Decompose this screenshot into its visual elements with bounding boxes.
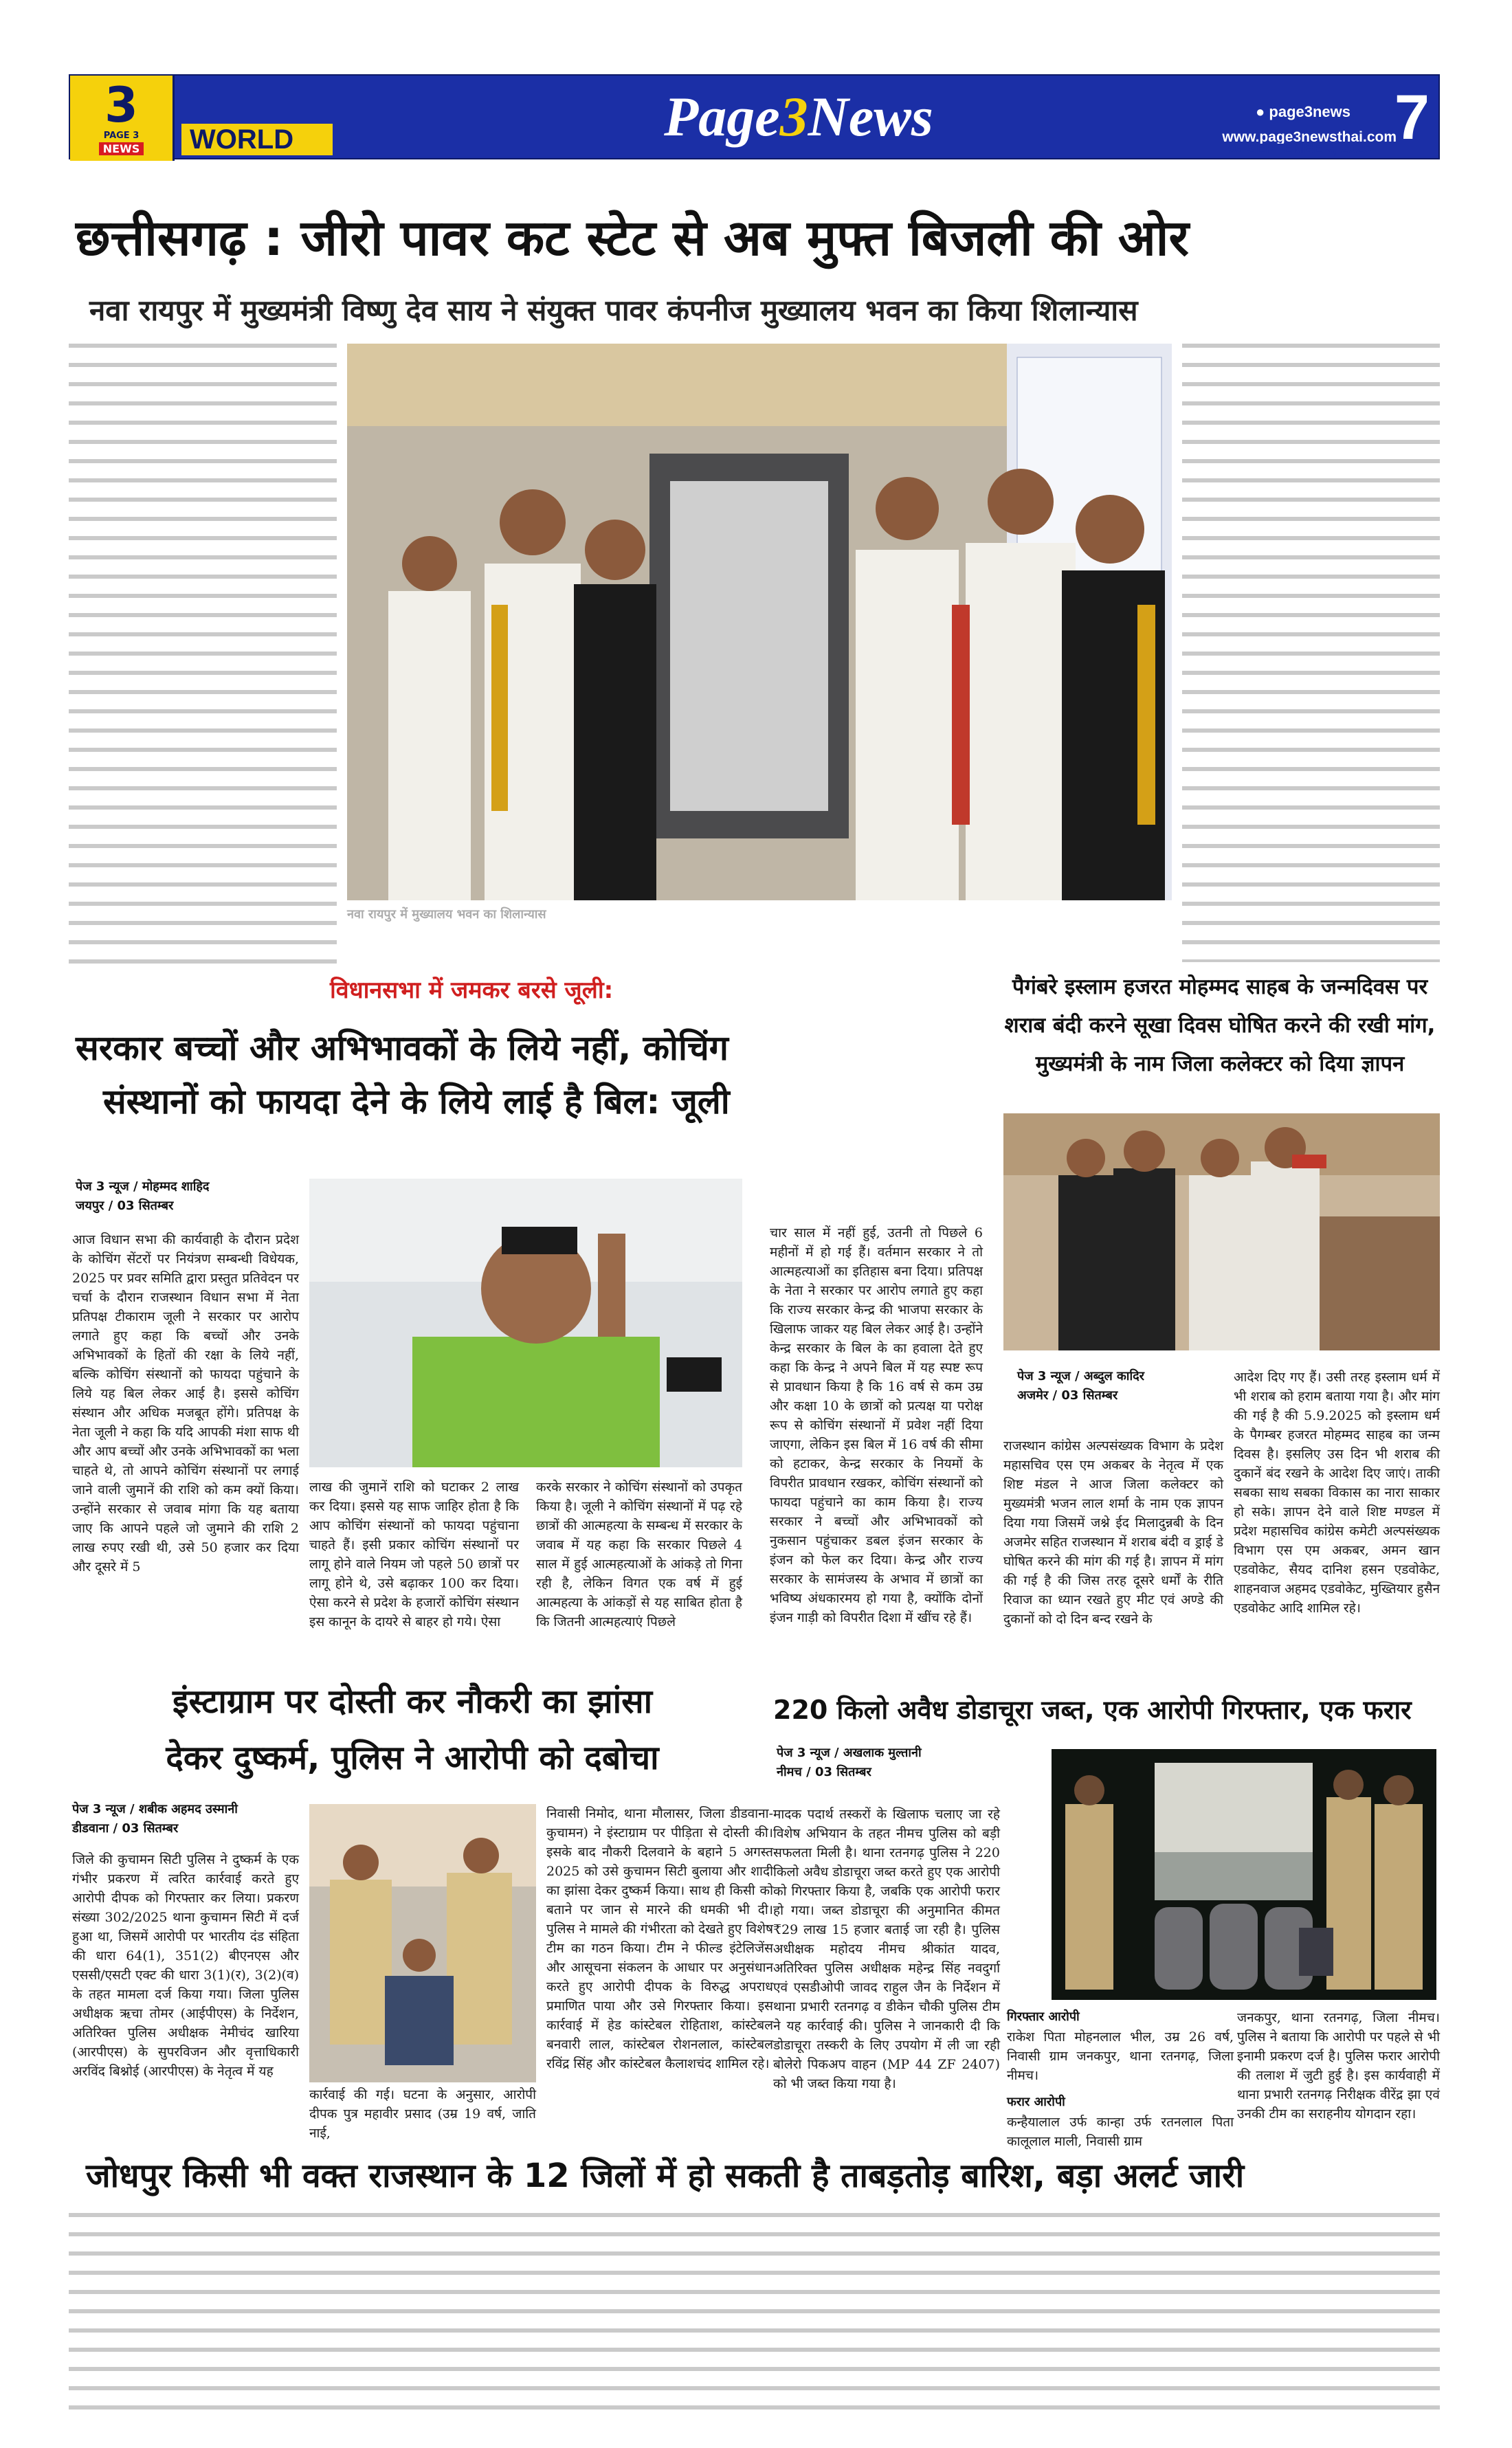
rain-headline: जोधपुर किसी भी वक्त राजस्थान के 12 जिलों में हो सकती है ताबड़तोड़ बारिश, बड़ा अलर्ट जारी xyxy=(86,2157,1245,2195)
instagram-column-1: जिले की कुचामन सिटी पुलिस ने दुष्कर्म के एक गंभीर प्रकरण में त्वरित कार्रवाई करते हुए आरोपी दीपक को गिरफ्तार कर लिया। प्रकरण संख्या 302/2025 थाना कुचामन सिटी में दर्ज हुआ था, जिसमें आरोपी पर भारतीय दंड संहिता की धारा 64(1), 351(2) बीएनएस और एससी/एसटी एक्ट की धारा 3(1)(र), 3(2)(व) के तहत मामला दर्ज किया गया। जिला पुलिस अधीक्षक ऋचा तोमर (आईपीएस) के निर्देशन, अतिरिक्त पुलिस अधीक्षक नेमीचंद खारिया (आरपीएस) के सुपरविजन और वृत्ताधिकारी अरविंद बिश्नोई (आरपीएस) के नेतृत्व में यह xyxy=(72,1852,299,2079)
prophet-headline-line2: शराब बंदी करने सूखा दिवस घोषित करने की रखी मांग, xyxy=(1004,1013,1436,1038)
doda-caption-arrested: राकेश पिता मोहनलाल भील, उम्र 26 वर्ष, निवासी ग्राम जनकपुर, थाना रतनगढ़, जिला नीमच। xyxy=(1007,2029,1234,2083)
lead-subheadline: नवा रायपुर में मुख्यमंत्री विष्णु देव साय ने संयुक्त पावर कंपनीज मुख्यालय भवन का किया शिलान्यास xyxy=(89,293,1138,327)
prophet-photo-art xyxy=(1003,1113,1440,1350)
coaching-headline-line1: सरकार बच्चों और अभिभावकों के लिये नहीं, कोचिंग xyxy=(76,1028,729,1068)
logo-news-tag: NEWS xyxy=(99,142,144,155)
lead-photo-caption: नवा रायपुर में मुख्यालय भवन का शिलान्यास xyxy=(347,907,546,922)
brand-number: 3 xyxy=(779,85,808,148)
rain-story-columns xyxy=(69,2213,1440,2419)
coaching-kicker: विधानसभा में जमकर बरसे जूली: xyxy=(330,977,614,1004)
prophet-photo xyxy=(1003,1113,1440,1350)
website-link[interactable]: www.page3newsthai.com xyxy=(1222,129,1397,145)
doda-headline: 220 किलो अवैध डोडाचूरा जब्त, एक आरोपी गिरफ्तार, एक फरार xyxy=(773,1695,1412,1725)
prophet-column-2: राजस्थान कांग्रेस अल्पसंख्यक विभाग के प्रदेश महासचिव एस एम अकबर के नेतृत्व में एक शिष्ट मंडल ने आज जिला कलेक्टर को मुख्यमंत्री भजन लाल शर्मा के नाम एक ज्ञापन दिया गया जिसमें जश्ने ईद मिलादुन्नबी के दिन अजमेर सहित राजस्थान में शराब बंदी व ड्राई डे घोषित करने की मांग की गई है। ज्ञापन में मांग की गई है की जिस तरह दूसरे धर्मों के रीति रिवाज का ध्यान रखते हुए मीट एवं अण्डे की दुकानों को दो दिन बन्द रखने के xyxy=(1003,1438,1223,1627)
instagram-photo-art xyxy=(309,1804,536,2082)
prophet-headline-line1: पैगंबरे इस्लाम हजरत मोहम्मद साहब के जन्मदिवस पर xyxy=(1012,975,1428,999)
doda-byline-place: नीमच / 03 सितम्बर xyxy=(777,1765,871,1779)
brand-left: Page xyxy=(664,85,780,148)
prophet-headline-line3: मुख्यमंत्री के नाम जिला कलेक्टर को दिया ज्ञापन xyxy=(1035,1051,1405,1076)
instagram-headline-line1: इंस्टाग्राम पर दोस्ती कर नौकरी का झांसा xyxy=(172,1682,652,1721)
doda-column-2: जनकपुर, थाना रतनगढ़, जिला नीमच। पुलिस ने बताया कि आरोपी पर पहले से भी इनामी प्रकरण दर्ज है। पुलिस फरार आरोपी की तलाश में जुटी हुई है। इस कार्यवाही में थाना प्रभारी रतनगढ़ निरीक्षक वीरेंद्र झा एवं उनकी टीम का सराहनीय योगदान रहा। xyxy=(1237,2010,1440,2122)
doda-byline-author: पेज 3 न्यूज / अखलाक मुल्तानी xyxy=(777,1746,922,1760)
doda-caption-arrested-title: गिरफ्तार आरोपी xyxy=(1007,2010,1080,2024)
page3-logo[interactable] xyxy=(70,76,175,161)
prophet-byline-author: पेज 3 न्यूज / अब्दुल कादिर xyxy=(1017,1369,1145,1383)
doda-photo xyxy=(1052,1749,1436,2000)
lead-headline: छत्तीसगढ़ : जीरो पावर कट स्टेट से अब मुफ्त बिजली की ओर xyxy=(76,209,1189,267)
instagram-byline-place: डीडवाना / 03 सितम्बर xyxy=(72,1821,179,1836)
doda-caption-absconding-title: फरार आरोपी xyxy=(1007,2095,1065,2109)
section-label: WORLD xyxy=(181,124,333,155)
lead-right-column xyxy=(1182,344,1440,962)
lead-photo xyxy=(347,344,1172,900)
logo-number: 3 xyxy=(104,77,138,133)
coaching-column-3: करके सरकार ने कोचिंग संस्थानों को उपकृत किया है। जूली ने कोचिंग संस्थानों में पढ़ रहे छात्रों की आत्महत्या के सम्बन्ध में सरकार के जवाब में यह कहा कि सरकार पिछले 4 साल में हुई आत्महत्याओं के आंकड़े तो गिना रही है, लेकिन विगत एक वर्ष में हुई आत्महत्या के आंकड़ों से यह साबित होता है कि जितनी आत्महत्याएं पिछले xyxy=(536,1480,742,1629)
social-handle[interactable]: ● page3news xyxy=(1256,103,1351,120)
instagram-column-2: निवासी निमोद, थाना मौलासर, जिला डीडवाना-कुचामन) ने इंस्टाग्राम पर पीड़िता से दोस्ती की। इसके बाद नौकरी दिलवाने के बहाने 5 अगस्त 2025 को उसे कुचामन सिटी बुलाया और शादी का झांसा देकर दुष्कर्म किया। साथ ही किसी को बताने पर जान से मारने की धमकी भी दी। पुलिस ने मामले की गंभीरता को देखते हुए विशेष टीम का गठन किया। टीम ने फील्ड इंटेलिजेंस और आसूचना संकलन के आधार पर अनुसंधान करते हुए आरोपी दीपक के विरुद्ध अपराध प्रमाणित पाया और उसे गिरफ्तार किया। इस कार्रवाई में हेड कांस्टेबल रोहिताश, कांस्टेबल बनवारी लाल, कांस्टेबल रोशनलाल, कांस्टेबल रविंद्र सिंह और कांस्टेबल कैलाशचंद शामिल रहे। xyxy=(546,1806,773,2071)
brand-title[interactable] xyxy=(606,82,991,151)
lead-left-column xyxy=(69,344,337,976)
instagram-photo xyxy=(309,1804,536,2082)
instagram-photo-caption: कार्रवाई की गई। घटना के अनुसार, आरोपी दीपक पुत्र महावीर प्रसाद (उम्र 19 वर्ष, जाति नाई, xyxy=(309,2087,536,2141)
instagram-headline-line2: देकर दुष्कर्म, पुलिस ने आरोपी को दबोचा xyxy=(166,1739,659,1777)
lead-photo-art xyxy=(347,344,1172,900)
coaching-headline-line2: संस्थानों को फायदा देने के लिये लाई है बिल: जूली xyxy=(103,1082,730,1122)
coaching-byline-author: पेज 3 न्यूज / मोहम्मद शाहिद xyxy=(76,1179,210,1194)
coaching-column-4: चार साल में नहीं हुई, उतनी तो पिछले 6 महीनों में हो गई हैं। वर्तमान सरकार ने तो आत्महत्याओं का इतिहास बना दिया। प्रतिपक्ष के नेता ने सरकार पर आरोप लगाते हुए कहा कि राज्य सरकार केन्द्र की भाजपा सरकार के खिलाफ जाकर यह बिल लेकर आई है। उन्होंने केन्द्र सरकार के बिल के का हवाला देते हुए कहा कि केन्द्र ने अपने बिल में यह स्पष्ट रूप से प्रावधान किया है कि 16 वर्ष से कम उम्र और कक्षा 10 के छात्रों को प्रत्यक्ष या परोक्ष रूप से कोचिंग संस्थानों में प्रवेश नहीं दिया जाएगा, लेकिन इस बिल में 16 वर्ष की सीमा को हटाकर, केन्द्र सरकार के नियमों के विपरीत प्रावधान रखकर, कोचिंग संस्थानों को फायदा पहुंचाने का काम किया है। राज्य सरकार ने बच्चों और अभिभावकों को नुकसान पहुंचाकर डबल इंजन सरकार के इंजन को फेल कर दिया। केन्द्र और राज्य सरकार के सामंजस्य के अभाव में छात्रों का भविष्य अंधकारमय हो गया है, क्योंकि दोनों इंजन गाड़ी को विपरीत दिशा में खींच रहे हैं। xyxy=(770,1225,983,1625)
coaching-column-2: लाख की जुमानें राशि को घटाकर 2 लाख कर दिया। इससे यह साफ जाहिर होता है कि आप कोचिंग संस्थानों को फायदा पहुंचाना चाहते हैं। इसी प्रकार कोचिंग संस्थानों पर लागू होने वाले नियम जो पहले 50 छात्रों पर लागू होने थे, उसे बढ़ाकर 100 कर दिया। ऐसा करने से प्रदेश के हजारों कोचिंग संस्थान इस कानून के दायरे से बाहर हो गये। ऐसा xyxy=(309,1480,519,1629)
coaching-photo-art xyxy=(309,1179,742,1467)
prophet-column-1: आदेश दिए गए हैं। उसी तरह इस्लाम धर्म में भी शराब को हराम बताया गया है। और मांग की गई है की 5.9.2025 को इस्लाम धर्म के पैगम्बर हजरत मोहम्मद साहब का जन्म दिवस है। इसलिए उस दिन भी शराब की दुकानें बंद रखने के आदेश दिए जाएं। ताकी सबका साथ सबका विकास का नारा साकार हो सके। ज्ञापन देने वाले शिष्ट मण्डल में प्रदेश महासचिव कांग्रेस कमेटी अल्पसंख्यक विभाग एस एम अकबर, अमन खान एडवोकेट, सैयद दानिश हसन एडवोकेट, शाहनवाज अहमद एडवोकेट, मुख्तियार हुसैन एडवोकेट आदि शामिल रहे। xyxy=(1234,1370,1440,1616)
coaching-byline-place: जयपुर / 03 सितम्बर xyxy=(76,1199,174,1213)
coaching-photo xyxy=(309,1179,742,1467)
brand-right: News xyxy=(808,85,933,148)
instagram-byline-author: पेज 3 न्यूज / शबीक अहमद उस्मानी xyxy=(72,1802,238,1816)
doda-photo-art xyxy=(1052,1749,1436,2000)
issue-date: 03 SEPTEMBER, 2025 xyxy=(1228,142,1371,157)
coaching-column-1: आज विधान सभा की कार्यवाही के दौरान प्रदेश के कोचिंग सेंटरों पर नियंत्रण सम्बन्धी विधेयक, 2025 पर प्रवर समिति द्वारा प्रस्तुत प्रतिवेदन पर चर्चा के दौरान राजस्थान विधान सभा में नेता प्रतिपक्ष टीकाराम जूली ने सरकार पर आरोप लगाते हुए कहा कि बच्चों और उनके अभिभावकों के हितों की रक्षा के लिये नहीं, बल्कि कोचिंग संस्थानों को फायदा पहुंचाने के लिये यह बिल लेकर आई है। इससे कोचिंग संस्थान और अधिक मजबूत होंगे। प्रतिपक्ष के नेता जूली ने कहा कि यदि आपकी मंशा साफ थी और आप बच्चों और उनके अभिभावकों का भला चाहते थे, तो आपने कोचिंग संस्थानों पर लगाई जाने वाली जुमानें की राशि को कम क्यों किया। उन्होंने सरकार से जवाब मांगा कि यह बताया जाए कि आपने पहले जो जुमाने की राशि 2 लाख रुपए रखी थी, उसे 50 हजार कर दिया और दूसरे में 5 xyxy=(72,1232,299,1574)
doda-caption-absconding: कन्हैयालाल उर्फ कान्हा उर्फ रतनलाल पिता कालूलाल माली, निवासी ग्राम xyxy=(1007,2115,1234,2149)
logo-subtext: PAGE 3 xyxy=(103,131,140,141)
prophet-byline-place: अजमेर / 03 सितम्बर xyxy=(1017,1388,1118,1403)
page-number: 7 xyxy=(1394,82,1430,153)
doda-column-1: मादक पदार्थ तस्करों के खिलाफ चलाए जा रहे विशेष अभियान के तहत नीमच पुलिस को बड़ी सफलता मिली है। थाना रतनगढ़ पुलिस ने 220 किलो अवैध डोडाचूरा जब्त करते हुए एक आरोपी को गिरफ्तार किया है, जबकि एक आरोपी फरार हो गया। जब्त डोडाचूरा की अनुमानित कीमत ₹29 लाख 15 हजार बताई जा रही है। पुलिस अधीक्षक महोदय नीमच श्रीकांत यादव, अतिरिक्त पुलिस अधीक्षक महेन्द्र सिंह नवदुर्गा एवं एसडीओपी जावद राहुल जैन के निर्देशन में थाना प्रभारी रतनगढ़ व डीकेन चौकी पुलिस टीम ने यह कार्रवाई की। पुलिस ने जानकारी दी कि डोडाचूरा तस्करी के लिए उपयोग में ली जा रही बोलेरो पिकअप वाहन (MP 44 ZF 2407) को भी जब्त किया गया है। xyxy=(773,1807,1000,2091)
